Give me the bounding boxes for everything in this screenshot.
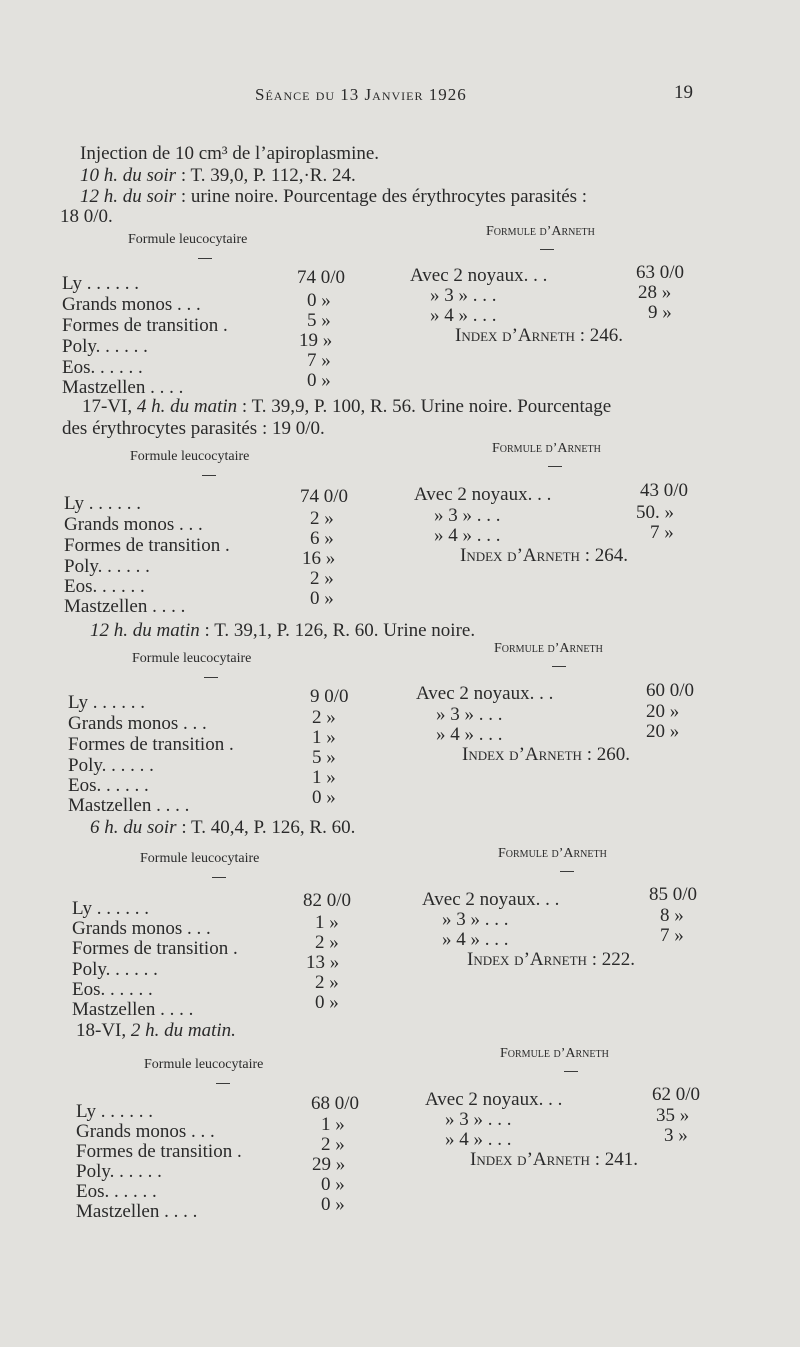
intro-line-2	[80, 165, 356, 187]
arneth-value: 35 »	[656, 1105, 690, 1126]
arneth-value: 7 »	[660, 925, 684, 946]
index-value: 264.	[594, 545, 628, 566]
leuco-value: 0 »	[312, 787, 336, 808]
arneth-caption: Formule d’Arneth	[498, 846, 607, 861]
row-label-formes: Formes de transition .	[62, 315, 228, 336]
row-label-mastzellen: Mastzellen . . . .	[76, 1201, 198, 1222]
arneth-value: 20 »	[646, 701, 680, 722]
caption-rule	[216, 1083, 230, 1084]
row-label-grands-monos: Grands monos . . .	[62, 294, 201, 315]
row-label-eos: Eos. . . . . .	[68, 775, 149, 796]
entry-line	[76, 1020, 236, 1042]
arneth-value: 60 0/0	[646, 680, 695, 701]
index-label: Index d’Arneth :	[467, 949, 597, 970]
row-label-eos: Eos. . . . . .	[64, 576, 145, 597]
caption-rule	[540, 249, 554, 250]
row-label-mastzellen: Mastzellen . . . .	[62, 377, 184, 398]
entry-line	[82, 396, 611, 418]
index-label: Index d’Arneth :	[470, 1149, 600, 1170]
leuco-value: 5 »	[307, 310, 331, 331]
leuco-value: 68 0/0	[311, 1093, 360, 1114]
leuco-value: 2 »	[315, 972, 339, 993]
row-label-eos: Eos. . . . . .	[72, 979, 153, 1000]
leuco-value: 0 »	[307, 290, 331, 311]
leuco-value: 5 »	[312, 747, 336, 768]
arneth-label-2: Avec 2 noyaux. . .	[425, 1089, 563, 1110]
row-label-poly: Poly. . . . . .	[76, 1161, 162, 1182]
row-label-ly: Ly . . . . . .	[76, 1101, 154, 1122]
row-label-formes: Formes de transition .	[64, 535, 230, 556]
leuco-value: 2 »	[321, 1134, 345, 1155]
leuco-value: 0 »	[307, 370, 331, 391]
arneth-value: 20 »	[646, 721, 680, 742]
running-title: Séance du 13 Janvier 1926	[255, 85, 467, 104]
arneth-label-2: Avec 2 noyaux. . .	[410, 265, 548, 286]
row-label-formes: Formes de transition .	[68, 734, 234, 755]
entry-line	[90, 620, 475, 642]
row-label-grands-monos: Grands monos . . .	[72, 918, 211, 939]
row-label-grands-monos: Grands monos . . .	[64, 514, 203, 535]
intro-line-4: 18 0/0.	[60, 206, 113, 227]
arneth-value: 8 »	[660, 905, 684, 926]
arneth-label-4: » 4 » . . .	[445, 1129, 512, 1150]
observation: : urine noire. Pourcentage des érythrocytes parasités :	[176, 186, 588, 207]
leuco-value: 9 0/0	[310, 686, 349, 707]
arneth-index	[455, 325, 623, 347]
time-label: 4 h. du matin	[136, 396, 238, 417]
time-label: 2 h. du matin.	[130, 1020, 236, 1041]
caption-rule	[202, 475, 216, 476]
leuco-value: 2 »	[310, 508, 334, 529]
index-value: 246.	[589, 325, 623, 346]
row-label-mastzellen: Mastzellen . . . .	[68, 795, 190, 816]
date-label: 18-VI,	[76, 1020, 131, 1041]
caption-rule	[198, 258, 212, 259]
leuco-value: 0 »	[315, 992, 339, 1013]
index-value: 222.	[601, 949, 635, 970]
row-label-eos: Eos. . . . . .	[76, 1181, 157, 1202]
arneth-label-4: » 4 » . . .	[436, 724, 503, 745]
measurements: : T. 39,0, P. 112,·R. 24.	[176, 165, 356, 186]
arneth-value: 9 »	[648, 302, 672, 323]
arneth-label-3: » 3 » . . .	[434, 505, 501, 526]
arneth-label-4: » 4 » . . .	[442, 929, 509, 950]
leuco-value: 6 »	[310, 528, 334, 549]
leuco-value: 2 »	[315, 932, 339, 953]
arneth-index	[470, 1149, 638, 1171]
arneth-value: 7 »	[650, 522, 674, 543]
arneth-label-3: » 3 » . . .	[436, 704, 503, 725]
row-label-ly: Ly . . . . . .	[72, 898, 150, 919]
arneth-caption: Formule d’Arneth	[486, 224, 595, 239]
arneth-label-3: » 3 » . . .	[445, 1109, 512, 1130]
arneth-value: 3 »	[664, 1125, 688, 1146]
arneth-caption: Formule d’Arneth	[500, 1046, 609, 1061]
page-header	[0, 82, 800, 111]
leuco-caption: Formule leucocytaire	[140, 851, 260, 866]
arneth-caption: Formule d’Arneth	[492, 441, 601, 456]
time-label: 6 h. du soir	[90, 817, 177, 838]
arneth-label-3: » 3 » . . .	[430, 285, 497, 306]
arneth-value: 62 0/0	[652, 1084, 701, 1105]
row-label-mastzellen: Mastzellen . . . .	[64, 596, 186, 617]
leuco-value: 82 0/0	[303, 890, 352, 911]
leuco-value: 0 »	[321, 1174, 345, 1195]
arneth-label-2: Avec 2 noyaux. . .	[422, 889, 560, 910]
arneth-value: 43 0/0	[640, 480, 689, 501]
time-label: 12 h. du soir	[80, 186, 177, 207]
measurements: : T. 39,9, P. 100, R. 56. Urine noire. Pourcentage	[237, 396, 612, 417]
leuco-value: 1 »	[312, 727, 336, 748]
leuco-value: 2 »	[310, 568, 334, 589]
time-label: 12 h. du matin	[90, 620, 200, 641]
caption-rule	[204, 677, 218, 678]
row-label-grands-monos: Grands monos . . .	[76, 1121, 215, 1142]
caption-rule	[212, 877, 226, 878]
leuco-caption: Formule leucocytaire	[130, 449, 250, 464]
leuco-value: 29 »	[312, 1154, 346, 1175]
arneth-value: 63 0/0	[636, 262, 685, 283]
arneth-value: 50. »	[636, 502, 674, 523]
row-label-formes: Formes de transition .	[72, 938, 238, 959]
arneth-index	[467, 949, 635, 971]
page-number: 19	[674, 82, 693, 103]
leuco-caption: Formule leucocytaire	[144, 1057, 264, 1072]
arneth-caption: Formule d’Arneth	[494, 641, 603, 656]
caption-rule	[548, 466, 562, 467]
entry-line	[90, 817, 355, 839]
leuco-value: 0 »	[321, 1194, 345, 1215]
caption-rule	[552, 666, 566, 667]
entry-line: des érythrocytes parasités : 19 0/0.	[62, 418, 325, 439]
arneth-index	[460, 545, 628, 567]
arneth-label-4: » 4 » . . .	[434, 525, 501, 546]
row-label-poly: Poly. . . . . .	[68, 755, 154, 776]
row-label-eos: Eos. . . . . .	[62, 357, 143, 378]
leuco-value: 1 »	[321, 1114, 345, 1135]
row-label-ly: Ly . . . . . .	[68, 692, 146, 713]
arneth-label-3: » 3 » . . .	[442, 909, 509, 930]
row-label-ly: Ly . . . . . .	[64, 493, 142, 514]
measurements: : T. 40,4, P. 126, R. 60.	[176, 817, 356, 838]
arneth-value: 28 »	[638, 282, 672, 303]
measurements: : T. 39,1, P. 126, R. 60. Urine noire.	[199, 620, 476, 641]
index-value: 241.	[604, 1149, 638, 1170]
row-label-ly: Ly . . . . . .	[62, 273, 140, 294]
leuco-value: 74 0/0	[300, 486, 349, 507]
index-label: Index d’Arneth :	[460, 545, 590, 566]
index-value: 260.	[596, 744, 630, 765]
leuco-value: 2 »	[312, 707, 336, 728]
index-label: Index d’Arneth :	[462, 744, 592, 765]
row-label-poly: Poly. . . . . .	[72, 959, 158, 980]
leuco-value: 13 »	[306, 952, 340, 973]
row-label-grands-monos: Grands monos . . .	[68, 713, 207, 734]
caption-rule	[564, 1071, 578, 1072]
leuco-value: 19 »	[299, 330, 333, 351]
leuco-caption: Formule leucocytaire	[132, 651, 252, 666]
arneth-label-2: Avec 2 noyaux. . .	[414, 484, 552, 505]
leuco-value: 1 »	[312, 767, 336, 788]
leuco-value: 74 0/0	[297, 267, 346, 288]
intro-line-1: Injection de 10 cm³ de l’apiroplasmine.	[80, 143, 380, 164]
index-label: Index d’Arneth :	[455, 325, 585, 346]
row-label-poly: Poly. . . . . .	[64, 556, 150, 577]
leuco-caption: Formule leucocytaire	[128, 232, 248, 247]
time-label: 10 h. du soir	[80, 165, 177, 186]
row-label-formes: Formes de transition .	[76, 1141, 242, 1162]
leuco-value: 7 »	[307, 350, 331, 371]
leuco-value: 0 »	[310, 588, 334, 609]
row-label-mastzellen: Mastzellen . . . .	[72, 999, 194, 1020]
arneth-label-4: » 4 » . . .	[430, 305, 497, 326]
intro-line-3	[80, 186, 587, 208]
caption-rule	[560, 871, 574, 872]
date-label: 17-VI,	[82, 396, 137, 417]
arneth-index	[462, 744, 630, 766]
leuco-value: 1 »	[315, 912, 339, 933]
arneth-value: 85 0/0	[649, 884, 698, 905]
row-label-poly: Poly. . . . . .	[62, 336, 148, 357]
leuco-value: 16 »	[302, 548, 336, 569]
arneth-label-2: Avec 2 noyaux. . .	[416, 683, 554, 704]
